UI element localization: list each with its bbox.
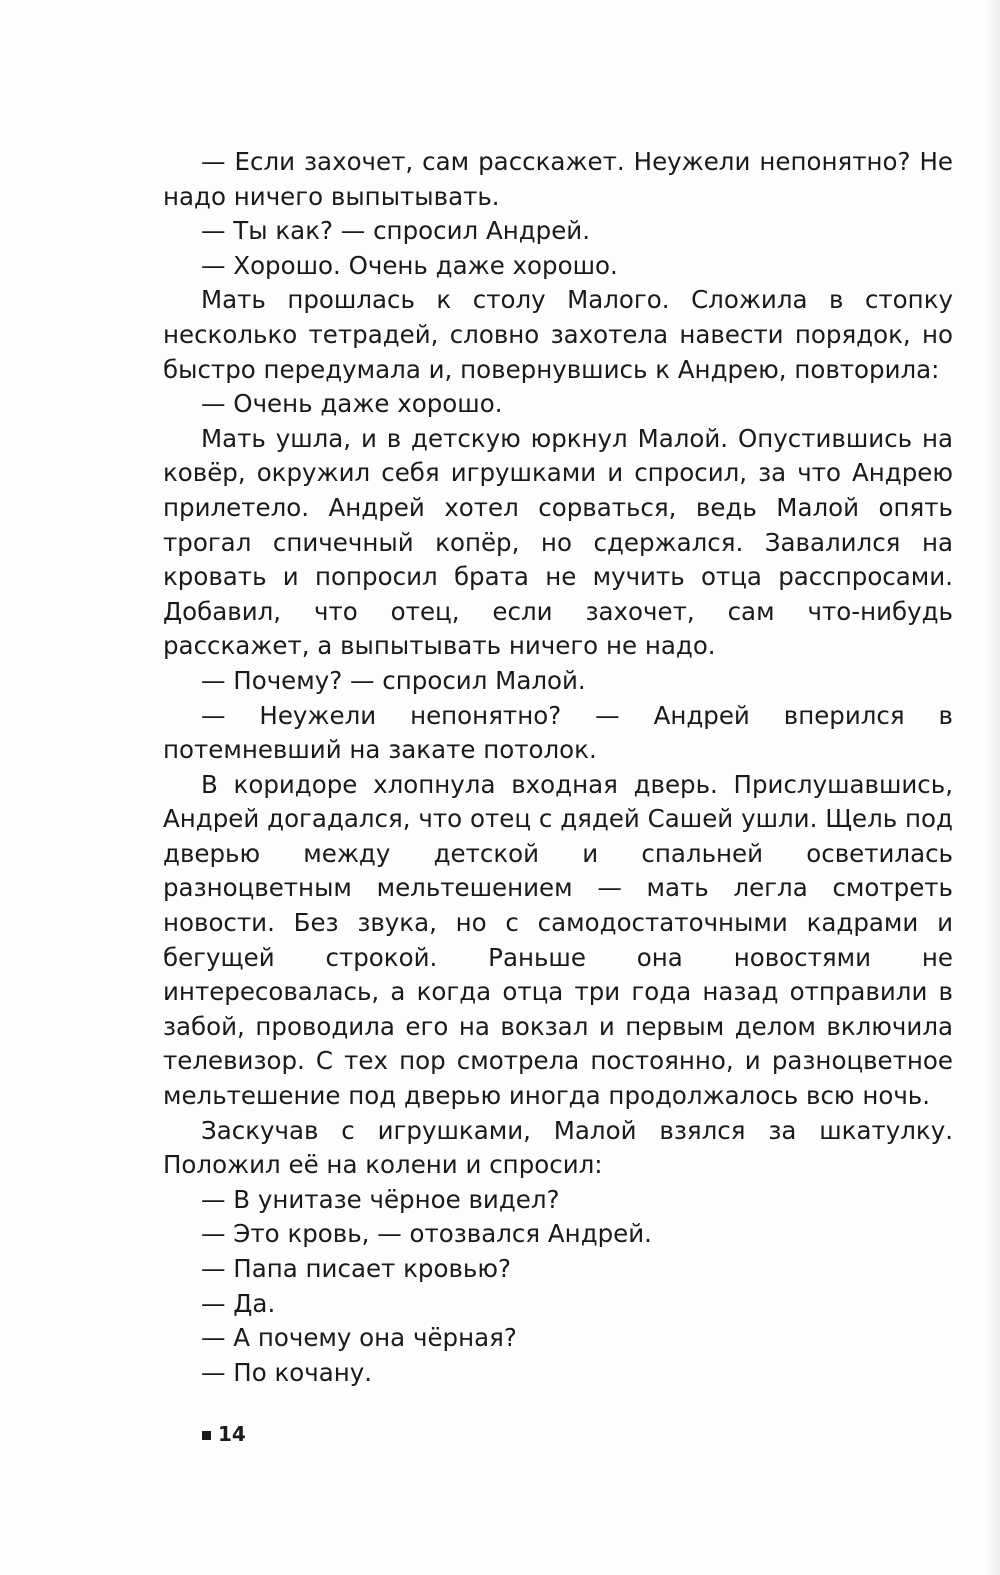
paragraph: Мать ушла, и в детскую юркнул Малой. Опустившись на ковёр, окружил себя игрушками и спросил, за что Андрею прилетело. Андрей хотел сорваться, ведь Малой опять трогал спичечный копёр, но сдержался. Завалился на кровать и попросил брата не мучить отца расспросами. Добавил, что отец, если захочет, сам что-нибудь расскажет, а выпытывать ничего не надо.	[163, 423, 953, 661]
paragraph: Мать прошлась к столу Малого. Сложила в стопку несколько тетрадей, словно захотела навести порядок, но быстро передумала и, повернувшись к Андрею, повторила:	[163, 285, 953, 384]
paragraph: — Да.	[201, 1288, 276, 1318]
page-number: 14	[218, 1422, 246, 1446]
paragraph: Заскучав с игрушками, Малой взялся за шкатулку. Положил её на колени и спросил:	[163, 1115, 953, 1180]
square-bullet-icon	[202, 1431, 211, 1440]
page-edge-shadow	[986, 0, 1000, 1575]
paragraph: — Почему? — спросил Малой.	[201, 665, 586, 695]
paragraph: — Это кровь, — отозвался Андрей.	[201, 1219, 652, 1249]
body-text	[163, 145, 953, 1390]
paragraph: — В унитазе чёрное видел?	[201, 1184, 560, 1214]
page-footer	[202, 1422, 246, 1446]
paragraph: — Хорошо. Очень даже хорошо.	[201, 250, 618, 280]
paragraph: — Очень даже хорошо.	[201, 389, 503, 419]
paragraph: — Неужели непонятно? — Андрей вперился в потемневший на закате потолок.	[163, 700, 953, 765]
paragraph: — Папа писает кровью?	[201, 1254, 511, 1283]
paragraph: В коридоре хлопнула входная дверь. Прислушавшись, Андрей догадался, что отец с дядей Сашей ушли. Щель под дверью между детской и спальней осветилась разноцветным мельтешением — мать легла смотреть новости. Без звука, но с самодостаточными кадрами и бегущей строкой. Раньше она новостями не интересовалась, а когда отца три года назад отправили в забой, проводила его на вокзал и первым делом включила телевизор. С тех пор смотрела постоянно, и разноцветное мельтешение под дверью иногда продолжалось всю ночь.	[163, 769, 953, 1111]
paragraph: — По кочану.	[201, 1357, 373, 1387]
paragraph: — Ты как? — спросил Андрей.	[201, 216, 590, 246]
paragraph: — А почему она чёрная?	[201, 1323, 517, 1353]
paragraph: — Если захочет, сам расскажет. Неужели непонятно? Не надо ничего выпытывать.	[163, 147, 953, 211]
